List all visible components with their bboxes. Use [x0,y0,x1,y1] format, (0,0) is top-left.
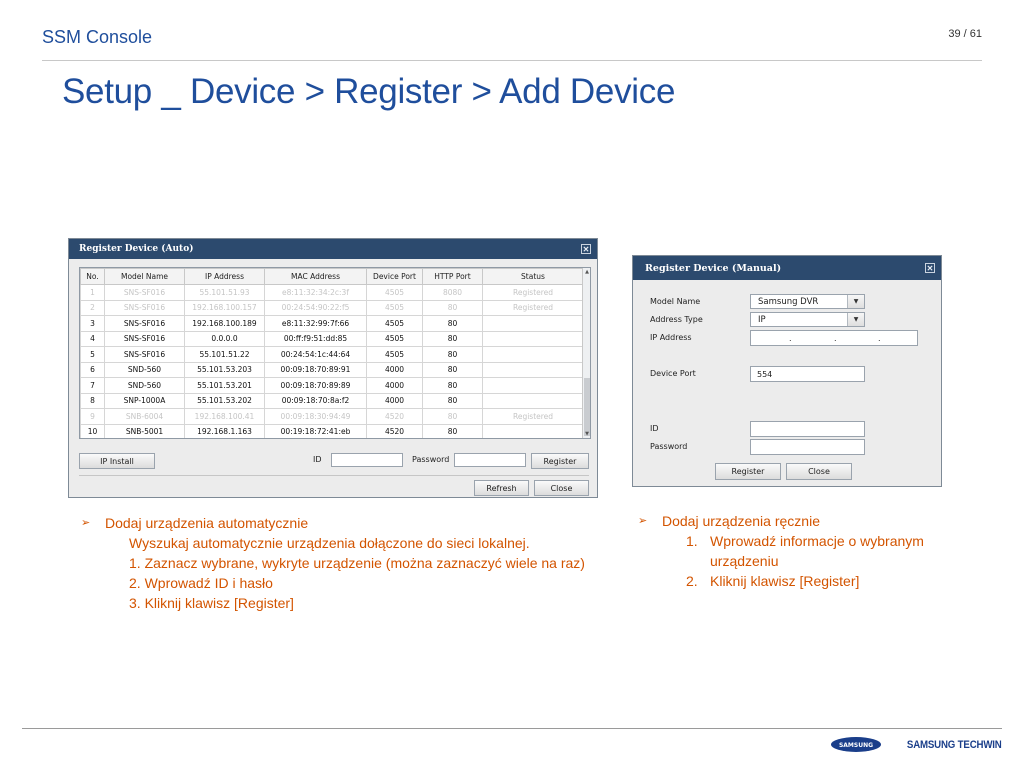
table-cell-ip: 55.101.53.201 [185,378,265,394]
table-cell-mac: 00:24:54:1c:44:64 [265,347,367,363]
header-divider [42,60,982,61]
instruction-line: Wyszukaj automatycznie urządzenia dołączone do sieci lokalnej. [129,535,530,551]
password-label: Password [650,442,688,451]
table-cell-status [483,362,584,378]
scroll-down-icon[interactable]: ▼ [585,431,589,437]
table-cell-model: SNS-SF016 [105,316,185,332]
brand-name: SAMSUNG TECHWIN [907,738,1002,751]
table-cell-http: 80 [423,409,483,425]
table-row[interactable] [81,393,584,409]
table-cell-http: 80 [423,347,483,363]
close-icon[interactable]: ✕ [582,244,590,254]
manual-add-instructions [638,511,938,591]
table-cell-model: SNB-5001 [105,424,185,439]
column-header[interactable]: Model Name [105,269,185,285]
column-header[interactable]: MAC Address [265,269,367,285]
table-cell-no: 9 [81,409,105,425]
chevron-down-icon[interactable]: ▼ [847,295,864,308]
table-cell-status [483,316,584,332]
app-title: SSM Console [42,27,153,47]
device-port-field[interactable]: 554 [750,366,865,382]
address-type-value: IP [758,314,766,325]
close-icon[interactable]: ✕ [926,263,934,273]
table-cell-port: 4000 [367,393,423,409]
register-device-manual-dialog [632,255,942,487]
table-cell-status: Registered [483,409,584,425]
table-cell-port: 4520 [367,409,423,425]
item-text: Wprowadź informacje o wybranym urządzeniu [710,533,924,569]
password-field[interactable] [750,439,865,455]
dialog-divider [79,475,589,476]
column-header[interactable]: HTTP Port [423,269,483,285]
table-cell-status: Registered [483,300,584,316]
table-cell-no: 2 [81,300,105,316]
table-cell-port: 4505 [367,285,423,301]
bullet-arrow-icon: ➢ [638,515,648,527]
auto-dialog-titlebar [69,239,597,259]
table-cell-http: 80 [423,316,483,332]
table-cell-mac: 00:09:18:70:89:89 [265,378,367,394]
table-cell-ip: 192.168.1.163 [185,424,265,439]
instruction-line: 1. Zaznacz wybrane, wykryte urządzenie (można zaznaczyć wiele na raz) [129,555,585,571]
device-table-container [79,267,591,439]
table-row[interactable] [81,285,584,301]
table-cell-port: 4000 [367,362,423,378]
ip-install-button[interactable]: IP Install [79,453,155,469]
ip-address-label: IP Address [650,333,692,342]
device-port-label: Device Port [650,369,696,378]
item-number: 1. [686,533,698,549]
address-type-label: Address Type [650,315,703,324]
table-cell-mac: 00:19:18:72:41:eb [265,424,367,439]
manual-dialog-title: Register Device (Manual) [645,262,782,274]
table-cell-model: SNS-SF016 [105,331,185,347]
table-cell-status [483,347,584,363]
table-cell-status: Registered [483,285,584,301]
page-number: 39 / 61 [948,28,982,40]
table-cell-model: SND-560 [105,362,185,378]
table-cell-port: 4505 [367,316,423,332]
table-row[interactable] [81,409,584,425]
table-cell-port: 4505 [367,331,423,347]
table-cell-no: 3 [81,316,105,332]
table-cell-status [483,378,584,394]
table-cell-model: SNS-SF016 [105,300,185,316]
id-label: ID [313,455,322,464]
table-cell-model: SNS-SF016 [105,347,185,363]
instruction-item [638,531,938,571]
register-button[interactable]: Register [715,463,781,480]
id-field[interactable] [331,453,403,467]
table-cell-http: 80 [423,362,483,378]
device-table [80,268,584,439]
ip-address-field[interactable]: . . . [750,330,918,346]
register-device-auto-dialog [68,238,598,498]
item-text: Kliknij klawisz [Register] [710,573,860,589]
table-scrollbar[interactable] [582,268,590,438]
table-cell-ip: 0.0.0.0 [185,331,265,347]
password-label: Password [412,455,450,464]
table-cell-status [483,424,584,439]
table-row[interactable] [81,424,584,439]
table-cell-mac: 00:24:54:90:22:f5 [265,300,367,316]
table-cell-model: SND-560 [105,378,185,394]
bullet-arrow-icon: ➢ [81,517,91,529]
table-cell-no: 6 [81,362,105,378]
refresh-button[interactable]: Refresh [474,480,529,496]
table-cell-no: 10 [81,424,105,439]
table-cell-http: 8080 [423,285,483,301]
id-label: ID [650,424,659,433]
table-cell-mac: e8:11:32:99:7f:66 [265,316,367,332]
scrollbar-thumb[interactable] [584,378,590,436]
table-cell-port: 4505 [367,300,423,316]
table-cell-no: 5 [81,347,105,363]
auto-add-instructions [81,513,601,613]
table-cell-http: 80 [423,331,483,347]
instruction-item [638,571,938,591]
table-cell-mac: 00:09:18:30:94:49 [265,409,367,425]
table-row[interactable] [81,347,584,363]
column-header[interactable]: No. [81,269,105,285]
table-cell-ip: 55.101.51.22 [185,347,265,363]
table-row[interactable] [81,362,584,378]
table-row[interactable] [81,378,584,394]
model-name-value: Samsung DVR [758,296,819,307]
table-cell-ip: 55.101.53.203 [185,362,265,378]
table-row[interactable] [81,300,584,316]
table-cell-mac: e8:11:32:34:2c:3f [265,285,367,301]
auto-add-heading: Dodaj urządzenia automatycznie [105,515,309,531]
manual-dialog-titlebar [633,256,941,280]
table-cell-no: 8 [81,393,105,409]
table-cell-no: 4 [81,331,105,347]
manual-add-heading: Dodaj urządzenia ręcznie [662,513,820,529]
table-cell-no: 1 [81,285,105,301]
table-cell-model: SNP-1000A [105,393,185,409]
chevron-down-icon[interactable]: ▼ [847,313,864,326]
item-number: 2. [686,573,698,589]
scroll-up-icon[interactable]: ▲ [585,269,589,275]
model-name-select[interactable] [750,294,865,309]
password-field[interactable] [454,453,526,467]
footer-divider [22,728,1002,729]
samsung-logo-icon [830,736,882,753]
footer-brand [830,736,1002,753]
table-cell-port: 4000 [367,378,423,394]
table-cell-port: 4505 [367,347,423,363]
table-cell-http: 80 [423,300,483,316]
column-header[interactable]: Status [483,269,584,285]
table-cell-http: 80 [423,424,483,439]
device-table-header [81,269,584,285]
svg-text:SAMSUNG: SAMSUNG [839,742,874,749]
table-cell-ip: 192.168.100.41 [185,409,265,425]
table-cell-no: 7 [81,378,105,394]
close-button[interactable]: Close [534,480,589,496]
column-header[interactable]: IP Address [185,269,265,285]
close-button[interactable]: Close [786,463,852,480]
table-cell-port: 4520 [367,424,423,439]
table-cell-ip: 192.168.100.189 [185,316,265,332]
table-row[interactable] [81,331,584,347]
table-cell-status [483,331,584,347]
auto-dialog-title: Register Device (Auto) [79,244,194,254]
page-title: Setup _ Device > Register > Add Device [62,72,676,111]
instruction-line: 3. Kliknij klawisz [Register] [129,595,294,611]
table-cell-http: 80 [423,378,483,394]
table-cell-ip: 192.168.100.157 [185,300,265,316]
id-field[interactable] [750,421,865,437]
table-cell-model: SNS-SF016 [105,285,185,301]
table-cell-mac: 00:09:18:70:89:91 [265,362,367,378]
table-cell-http: 80 [423,393,483,409]
model-name-label: Model Name [650,297,701,306]
column-header[interactable]: Device Port [367,269,423,285]
table-cell-mac: 00:09:18:70:8a:f2 [265,393,367,409]
register-button[interactable]: Register [531,453,589,469]
table-row[interactable] [81,316,584,332]
table-cell-model: SNB-6004 [105,409,185,425]
address-type-select[interactable] [750,312,865,327]
table-cell-ip: 55.101.51.93 [185,285,265,301]
table-cell-ip: 55.101.53.202 [185,393,265,409]
table-cell-mac: 00:ff:f9:51:dd:85 [265,331,367,347]
instruction-line: 2. Wprowadź ID i hasło [129,575,273,591]
table-cell-status [483,393,584,409]
